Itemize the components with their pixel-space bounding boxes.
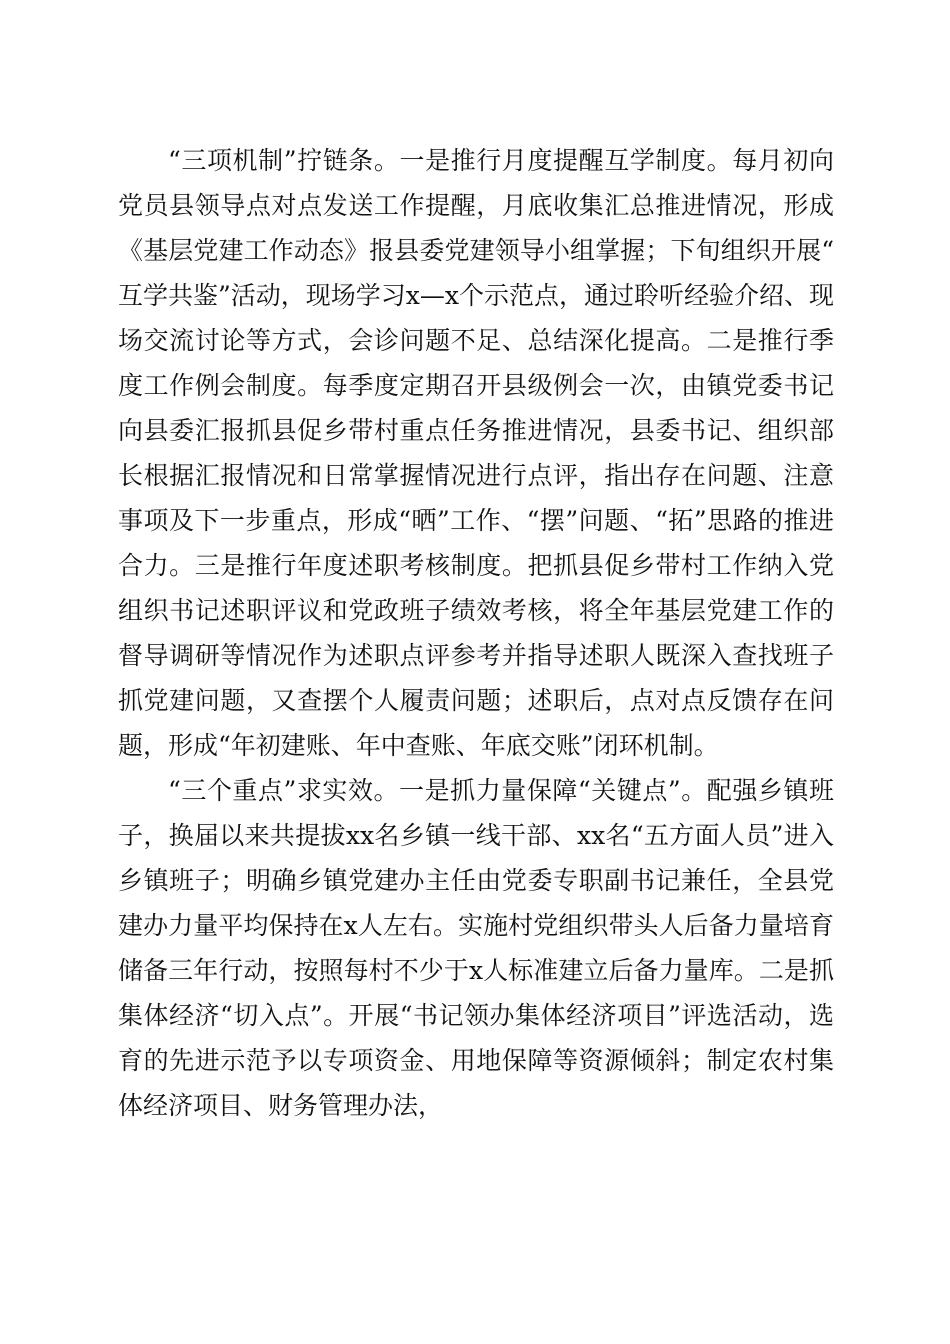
paragraph-three-key-points: “三个重点”求实效。一是抓力量保障“关键点”。配强乡镇班子，换届以来共提拔xx名乡镇一线干部、xx名“五方面人员”进入乡镇班子；明确乡镇党建办主任由党委专职副书记兼任，全县党建办力量平均保持在x人左右。实施村党组织带头人后备力量培育储备三年行动，按照每村不少于x人标准建立后备力量库。二是抓集体经济“切入点”。开展“书记领办集体经济项目”评选活动，选育的先进示范予以专项资金、用地保障等资源倾斜；制定农村集体经济项目、财务管理办法， [118, 776, 834, 1120]
document-body [118, 138, 834, 1128]
paragraph-three-mechanisms: “三项机制”拧链条。一是推行月度提醒互学制度。每月初向党员县领导点对点发送工作提醒，月底收集汇总推进情况，形成《基层党建工作动态》报县委党建领导小组掌握；下旬组织开展“互学共鉴”活动，现场学习x—x个示范点，通过聆听经验介绍、现场交流讨论等方式，会诊问题不足、总结深化提高。二是推行季度工作例会制度。每季度定期召开县级例会一次，由镇党委书记向县委汇报抓县促乡带村重点任务推进情况，县委书记、组织部长根据汇报情况和日常掌握情况进行点评，指出存在问题、注意事项及下一步重点，形成“晒”工作、“摆”问题、“拓”思路的推进合力。三是推行年度述职考核制度。把抓县促乡带村工作纳入党组织书记述职评议和党政班子绩效考核，将全年基层党建工作的督导调研等情况作为述职点评参考并指导述职人既深入查找班子抓党建问题，又查摆个人履责问题；述职后，点对点反馈存在问题，形成“年初建账、年中查账、年底交账”闭环机制。 [118, 146, 834, 760]
